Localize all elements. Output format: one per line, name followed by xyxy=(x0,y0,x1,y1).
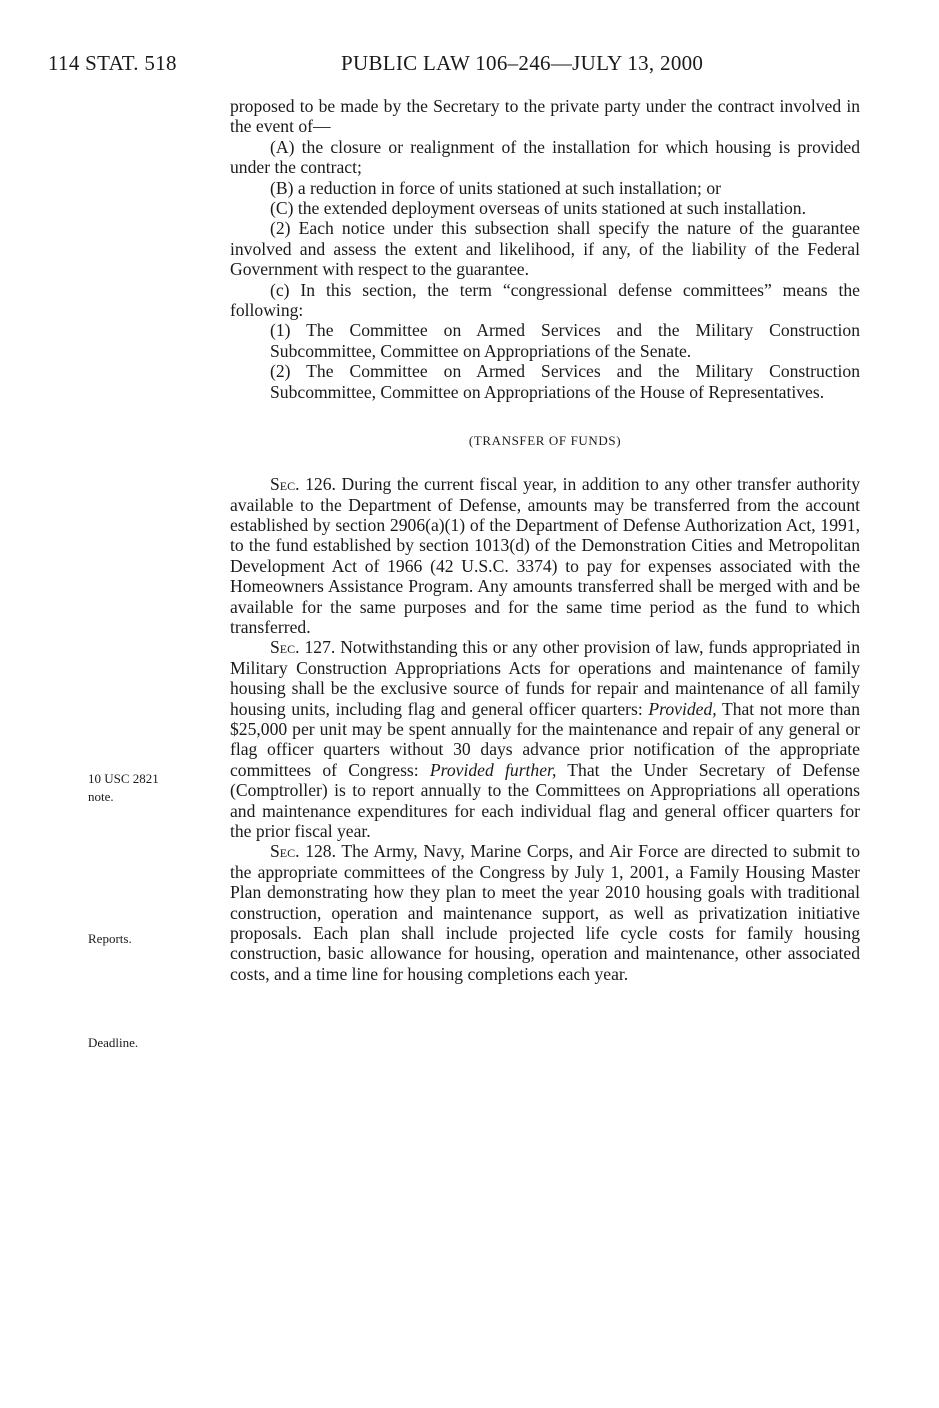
section-128 xyxy=(230,841,860,984)
section-127-label: Sec. xyxy=(270,637,300,658)
paragraph-c2-text: (2) The Committee on Armed Services and the Military Construction Subcommittee, Committee on Appropriations of the House of Representatives. xyxy=(270,361,860,402)
public-law-title: PUBLIC LAW 106–246—JULY 13, 2000 xyxy=(341,51,704,75)
section-126-body: 126. During the current fiscal year, in addition to any other transfer authority available to the Department of Defense, amounts may be transferred from the account established by section 2906(a)(1) of the Department of Defense Authorization Act, 1991, to the fund established by section 1013(d) of the Demonstration Cities and Metropolitan Development Act of 1966 (42 U.S.C. 3374) to pay for expenses associated with the Homeowners Assistance Program. Any amounts transferred shall be merged with and be available for the same purposes and for the same time period as the fund to which transferred. xyxy=(230,474,860,637)
margin-note-usc xyxy=(88,770,208,806)
section-127-part2: That not more than $25,000 per unit may be spent annually for the maintenance and repair of any general or flag officer quarters without 30 days advance prior notification of the appropriate committees of Congress: xyxy=(230,698,860,780)
document-body xyxy=(230,96,860,984)
section-127-provided-further: Provided further, xyxy=(429,759,557,780)
paragraph-c: (C) the extended deployment overseas of units stationed at such installation. xyxy=(270,198,806,219)
statute-page-number: 114 STAT. 518 xyxy=(48,51,177,75)
section-127 xyxy=(230,637,860,841)
margin-note-usc-line1: 10 USC 2821 xyxy=(88,771,159,786)
paragraph-a: (A) the closure or realignment of the installation for which housing is provided under the contract; xyxy=(230,136,860,178)
margin-note-reports: Reports. xyxy=(88,931,132,946)
section-126-label: Sec. xyxy=(270,474,300,495)
paragraph-c1-text: (1) The Committee on Armed Services and the Military Construction Subcommittee, Committee on Appropriations of the Senate. xyxy=(270,320,860,361)
margin-note-deadline: Deadline. xyxy=(88,1035,139,1050)
page-header xyxy=(48,48,888,78)
section-128-label: Sec. xyxy=(270,841,300,862)
paragraph-c2 xyxy=(230,361,860,402)
section-heading-transfer-of-funds: (TRANSFER OF FUNDS) xyxy=(468,433,622,449)
section-128-body: 128. The Army, Navy, Marine Corps, and Air Force are directed to submit to the appropriate committees of the Congress by July 1, 2001, a Family Housing Master Plan demonstrating how they plan to meet the year 2010 housing goals with traditional construction, operation and maintenance support, as well as privatization initiative proposals. Each plan shall include projected life cycle costs for family housing construction, basic allowance for housing, operation and maintenance, other associated costs, and a time line for housing completions each year. xyxy=(230,841,860,984)
margin-note-usc-line2: note. xyxy=(88,789,114,804)
paragraph-b: (B) a reduction in force of units stationed at such installation; or xyxy=(270,177,721,198)
section-127-provided: Provided, xyxy=(648,698,717,719)
paragraph-c1 xyxy=(230,320,860,361)
section-126 xyxy=(230,474,860,637)
paragraph-intro: proposed to be made by the Secretary to the private party under the contract involved in the event of— xyxy=(230,96,860,137)
paragraph-2: (2) Each notice under this subsection shall specify the nature of the guarantee involved and assess the extent and likelihood, if any, of the liability of the Federal Government with respect to the guarantee. xyxy=(230,218,860,280)
section-127-part3: That the Under Secretary of Defense (Comptroller) is to report annually to the Committees on Appropriations all operations and maintenance expenditures for each individual flag and general officer quarters for the prior fiscal year. xyxy=(230,759,860,841)
section-127-part1: 127. Notwithstanding this or any other provision of law, funds appropriated in Military Construction Appropriations Acts for operations and maintenance of family housing shall be the exclusive source of funds for repair and maintenance of all family housing units, including flag and general officer quarters: xyxy=(230,637,860,719)
paragraph-c-definition: (c) In this section, the term “congressional defense committees” means the following: xyxy=(230,279,860,321)
